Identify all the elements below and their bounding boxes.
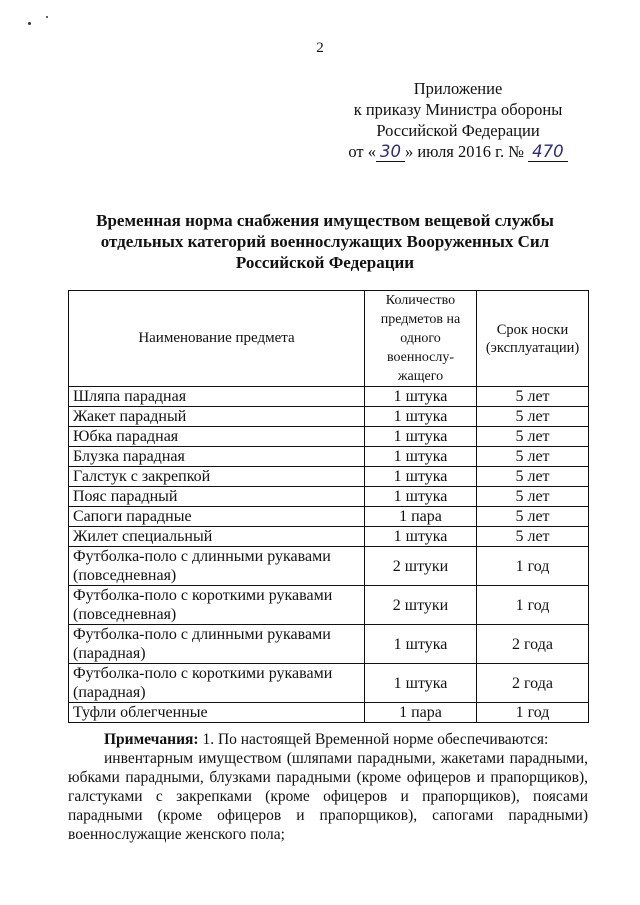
item-name: Галстук с закрепкой — [69, 467, 365, 487]
order-day: 30 — [376, 142, 405, 162]
item-term: 1 год — [477, 703, 589, 723]
table-row — [69, 487, 589, 507]
item-term: 5 лет — [477, 387, 589, 407]
item-name: Пояс парадный — [69, 487, 365, 507]
appendix-line1: Приложение — [413, 79, 503, 98]
header-term: Срок носки (эксплуатации) — [477, 291, 589, 387]
notes-intro-line — [68, 730, 588, 749]
item-quantity: 1 штука — [365, 407, 477, 427]
date-prefix: от « — [348, 142, 376, 161]
notes-label: Примечания: — [104, 731, 199, 748]
item-term: 5 лет — [477, 427, 589, 447]
item-term: 5 лет — [477, 487, 589, 507]
item-name: Футболка-поло с короткими рукавами (парадная) — [69, 664, 365, 703]
item-name: Блузка парадная — [69, 447, 365, 467]
table-row — [69, 625, 589, 664]
notes-section — [68, 730, 588, 844]
header-item-name: Наименование предмета — [69, 291, 365, 387]
item-term: 2 года — [477, 625, 589, 664]
scan-speck — [28, 22, 31, 25]
table-row — [69, 427, 589, 447]
title-line3: Российской Федерации — [235, 253, 415, 272]
item-term: 5 лет — [477, 527, 589, 547]
header-quantity: Количество предметов на одного военнослу-жащего — [365, 291, 477, 387]
item-term: 5 лет — [477, 407, 589, 427]
title-line2: отдельных категорий военнослужащих Вооруженных Сил — [100, 232, 550, 251]
table-row — [69, 586, 589, 625]
item-quantity: 1 штука — [365, 487, 477, 507]
item-name: Сапоги парадные — [69, 507, 365, 527]
item-name: Футболка-поло с длинными рукавами (повседневная) — [69, 547, 365, 586]
item-term: 5 лет — [477, 467, 589, 487]
item-quantity: 1 штука — [365, 527, 477, 547]
appendix-line2: к приказу Министра обороны — [353, 100, 563, 119]
item-quantity: 2 штуки — [365, 586, 477, 625]
table-row — [69, 664, 589, 703]
table-row — [69, 547, 589, 586]
item-quantity: 1 пара — [365, 507, 477, 527]
item-quantity: 1 штука — [365, 447, 477, 467]
notes-intro: 1. По настоящей Временной норме обеспечиваются: — [202, 731, 549, 748]
scan-speck — [46, 16, 48, 18]
item-quantity: 1 штука — [365, 387, 477, 407]
item-quantity: 2 штуки — [365, 547, 477, 586]
table-row — [69, 527, 589, 547]
item-term: 1 год — [477, 586, 589, 625]
table-row — [69, 407, 589, 427]
item-quantity: 1 штука — [365, 427, 477, 447]
appendix-line3: Российской Федерации — [376, 121, 540, 140]
appendix-header — [318, 78, 598, 162]
table-row — [69, 467, 589, 487]
appendix-date — [318, 141, 598, 162]
document-title — [60, 210, 590, 273]
table-row — [69, 507, 589, 527]
supply-norm-table — [68, 290, 589, 723]
item-quantity: 1 штука — [365, 467, 477, 487]
title-line1: Временная норма снабжения имуществом вещевой службы — [96, 211, 554, 230]
table-row — [69, 703, 589, 723]
date-suffix: » июля 2016 г. № — [404, 142, 525, 161]
item-name: Жилет специальный — [69, 527, 365, 547]
item-quantity: 1 штука — [365, 664, 477, 703]
order-number: 470 — [528, 142, 568, 162]
item-term: 5 лет — [477, 507, 589, 527]
item-term: 5 лет — [477, 447, 589, 467]
item-name: Футболка-поло с длинными рукавами (парадная) — [69, 625, 365, 664]
item-name: Жакет парадный — [69, 407, 365, 427]
item-name: Футболка-поло с короткими рукавами (повседневная) — [69, 586, 365, 625]
item-name: Туфли облегченные — [69, 703, 365, 723]
item-quantity: 1 штука — [365, 625, 477, 664]
item-name: Шляпа парадная — [69, 387, 365, 407]
page-number: 2 — [316, 40, 324, 56]
item-name: Юбка парадная — [69, 427, 365, 447]
item-term: 1 год — [477, 547, 589, 586]
item-term: 2 года — [477, 664, 589, 703]
item-quantity: 1 пара — [365, 703, 477, 723]
notes-paragraph: инвентарным имуществом (шляпами парадными, жакетами парадными, юбками парадными, блузками парадными (кроме офицеров и прапорщиков), галстуками с закрепками (кроме офицеров и прапорщиков), поясами парадными (кроме офицеров и прапорщиков), сапогами парадными) военнослужащие женского пола; — [68, 750, 588, 843]
table-row — [69, 387, 589, 407]
table-row — [69, 447, 589, 467]
